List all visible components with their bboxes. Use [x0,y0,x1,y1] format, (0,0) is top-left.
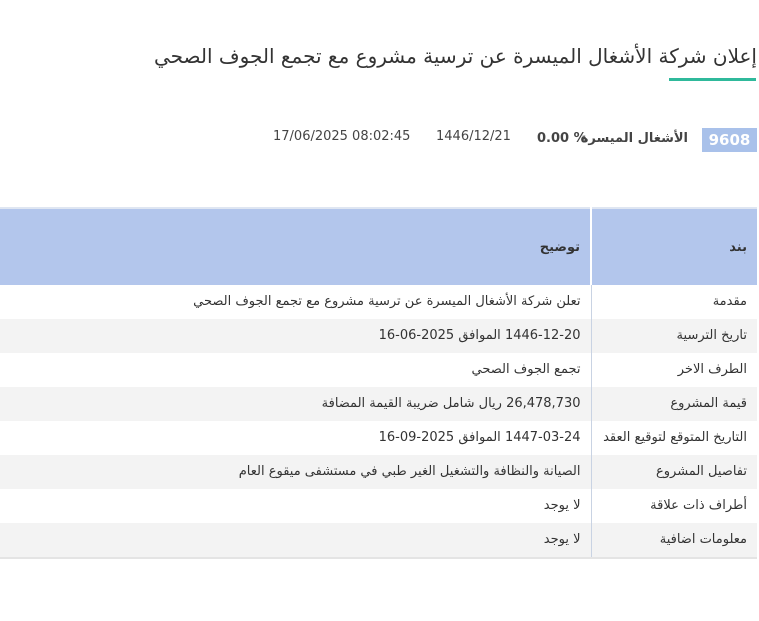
company-name[interactable]: الأشغال الميسرة [580,131,688,146]
title-underline [669,78,756,81]
announcement-datetime: 17/06/2025 08:02:45 [273,129,411,144]
row-description: تعلن شركة الأشغال الميسرة عن ترسية مشروع مع تجمع الجوف الصحي [193,294,581,309]
row-item-label: مقدمة [591,285,757,319]
table-row [0,523,757,558]
price-change: 0.00 % [537,131,587,146]
stock-info-bar [0,128,759,152]
column-header-description: توضيح [0,208,591,285]
row-item-label: قيمة المشروع [591,387,757,421]
table-row [0,353,757,387]
table-header-row [0,208,757,285]
row-description: 1446-12-20 الموافق 2025-06-16 [0,319,591,353]
table-row [0,421,757,455]
row-description: لا يوجد [543,498,581,513]
row-item-label: تاريخ الترسية [591,319,757,353]
row-item-label: تفاصيل المشروع [591,455,757,489]
announcement-details-table [0,207,757,559]
table-row [0,319,757,353]
row-item-label: معلومات اضافية [591,523,757,558]
row-item-label: أطراف ذات علاقة [591,489,757,523]
table-row [0,489,757,523]
row-description: تجمع الجوف الصحي [471,362,581,377]
hijri-date: 1446/12/21 [436,129,511,144]
stock-symbol-badge[interactable]: 9608 [702,128,757,152]
table-row [0,387,757,421]
table-row [0,285,757,319]
row-description: الصيانة والنظافة والتشغيل الغير طبي في مستشفى ميقوع العام [0,455,591,489]
row-item-label: الطرف الاخر [591,353,757,387]
row-item-label: التاريخ المتوقع لتوقيع العقد [591,421,757,455]
page-title: إعلان شركة الأشغال الميسرة عن ترسية مشروع مع تجمع الجوف الصحي [153,44,757,68]
row-description: 1447-03-24 الموافق 2025-09-16 [378,430,581,445]
column-header-item: بند [591,208,757,285]
table-row [0,455,757,489]
row-description: 26,478,730 ريال شامل ضريبة القيمة المضافة [0,387,591,421]
row-description: لا يوجد [0,523,591,558]
